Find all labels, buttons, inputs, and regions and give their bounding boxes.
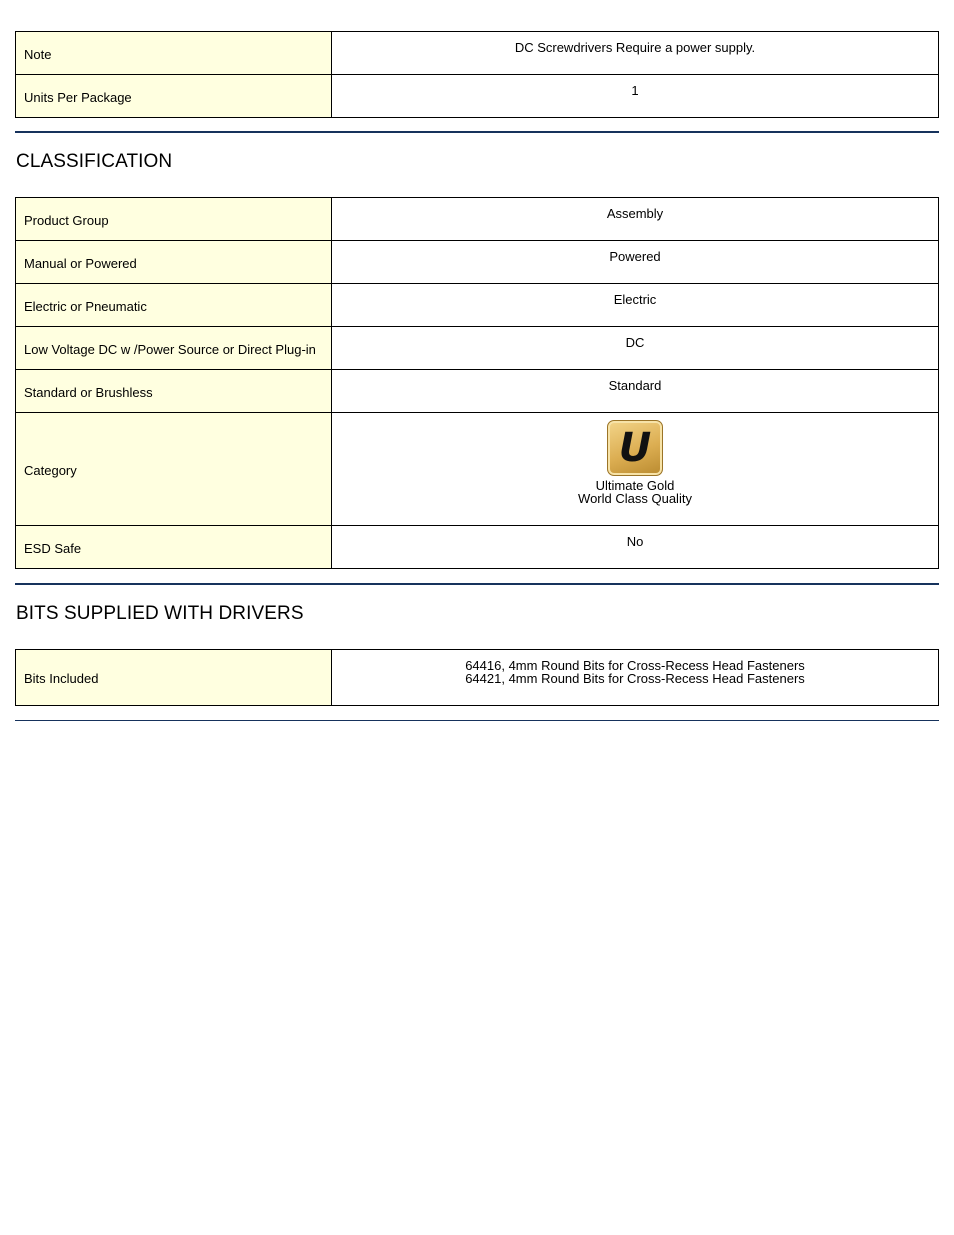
table-row <box>16 241 939 284</box>
table-row <box>16 32 939 75</box>
spec-value: DC Screwdrivers Require a power supply. <box>332 32 939 75</box>
spec-label: Electric or Pneumatic <box>16 284 332 327</box>
section-divider <box>15 583 939 585</box>
section-title-classification: CLASSIFICATION <box>16 151 173 172</box>
spec-value: Electric <box>332 284 939 327</box>
table-row <box>16 650 939 706</box>
bit-link[interactable]: 64416, 4mm Round Bits for Cross-Recess Head Fasteners <box>465 658 805 673</box>
section-divider <box>15 131 939 133</box>
table-row <box>16 284 939 327</box>
category-badge-group <box>332 422 938 505</box>
spec-value: No <box>332 526 939 569</box>
spec-label: Low Voltage DC w /Power Source or Direct Plug-in <box>16 327 332 370</box>
category-tagline: World Class Quality <box>578 491 692 506</box>
badge-letter: U <box>618 425 652 471</box>
table-row <box>16 526 939 569</box>
spec-label: ESD Safe <box>16 526 332 569</box>
spec-label: Units Per Package <box>16 75 332 118</box>
spec-value: 1 <box>332 75 939 118</box>
spec-label: Standard or Brushless <box>16 370 332 413</box>
category-value <box>332 413 939 526</box>
section-title-bits: BITS SUPPLIED WITH DRIVERS <box>16 603 304 624</box>
section-divider <box>15 720 939 721</box>
category-label: Category <box>16 413 332 526</box>
spec-value: Assembly <box>332 198 939 241</box>
product-specs-table <box>15 31 939 118</box>
table-row <box>16 198 939 241</box>
classification-table <box>15 197 939 569</box>
spec-label: Manual or Powered <box>16 241 332 284</box>
table-row <box>16 370 939 413</box>
table-row-category <box>16 413 939 526</box>
category-name: Ultimate Gold <box>595 478 675 493</box>
bits-list <box>332 650 939 706</box>
spec-label: Bits Included <box>16 650 332 706</box>
spec-label: Note <box>16 32 332 75</box>
bit-link[interactable]: 64421, 4mm Round Bits for Cross-Recess Head Fasteners <box>465 671 805 686</box>
spec-label: Product Group <box>16 198 332 241</box>
spec-value: Powered <box>332 241 939 284</box>
ultimate-gold-badge-icon <box>607 420 663 476</box>
table-row <box>16 75 939 118</box>
spec-value: DC <box>332 327 939 370</box>
bits-table <box>15 649 939 706</box>
spec-value: Standard <box>332 370 939 413</box>
table-row <box>16 327 939 370</box>
